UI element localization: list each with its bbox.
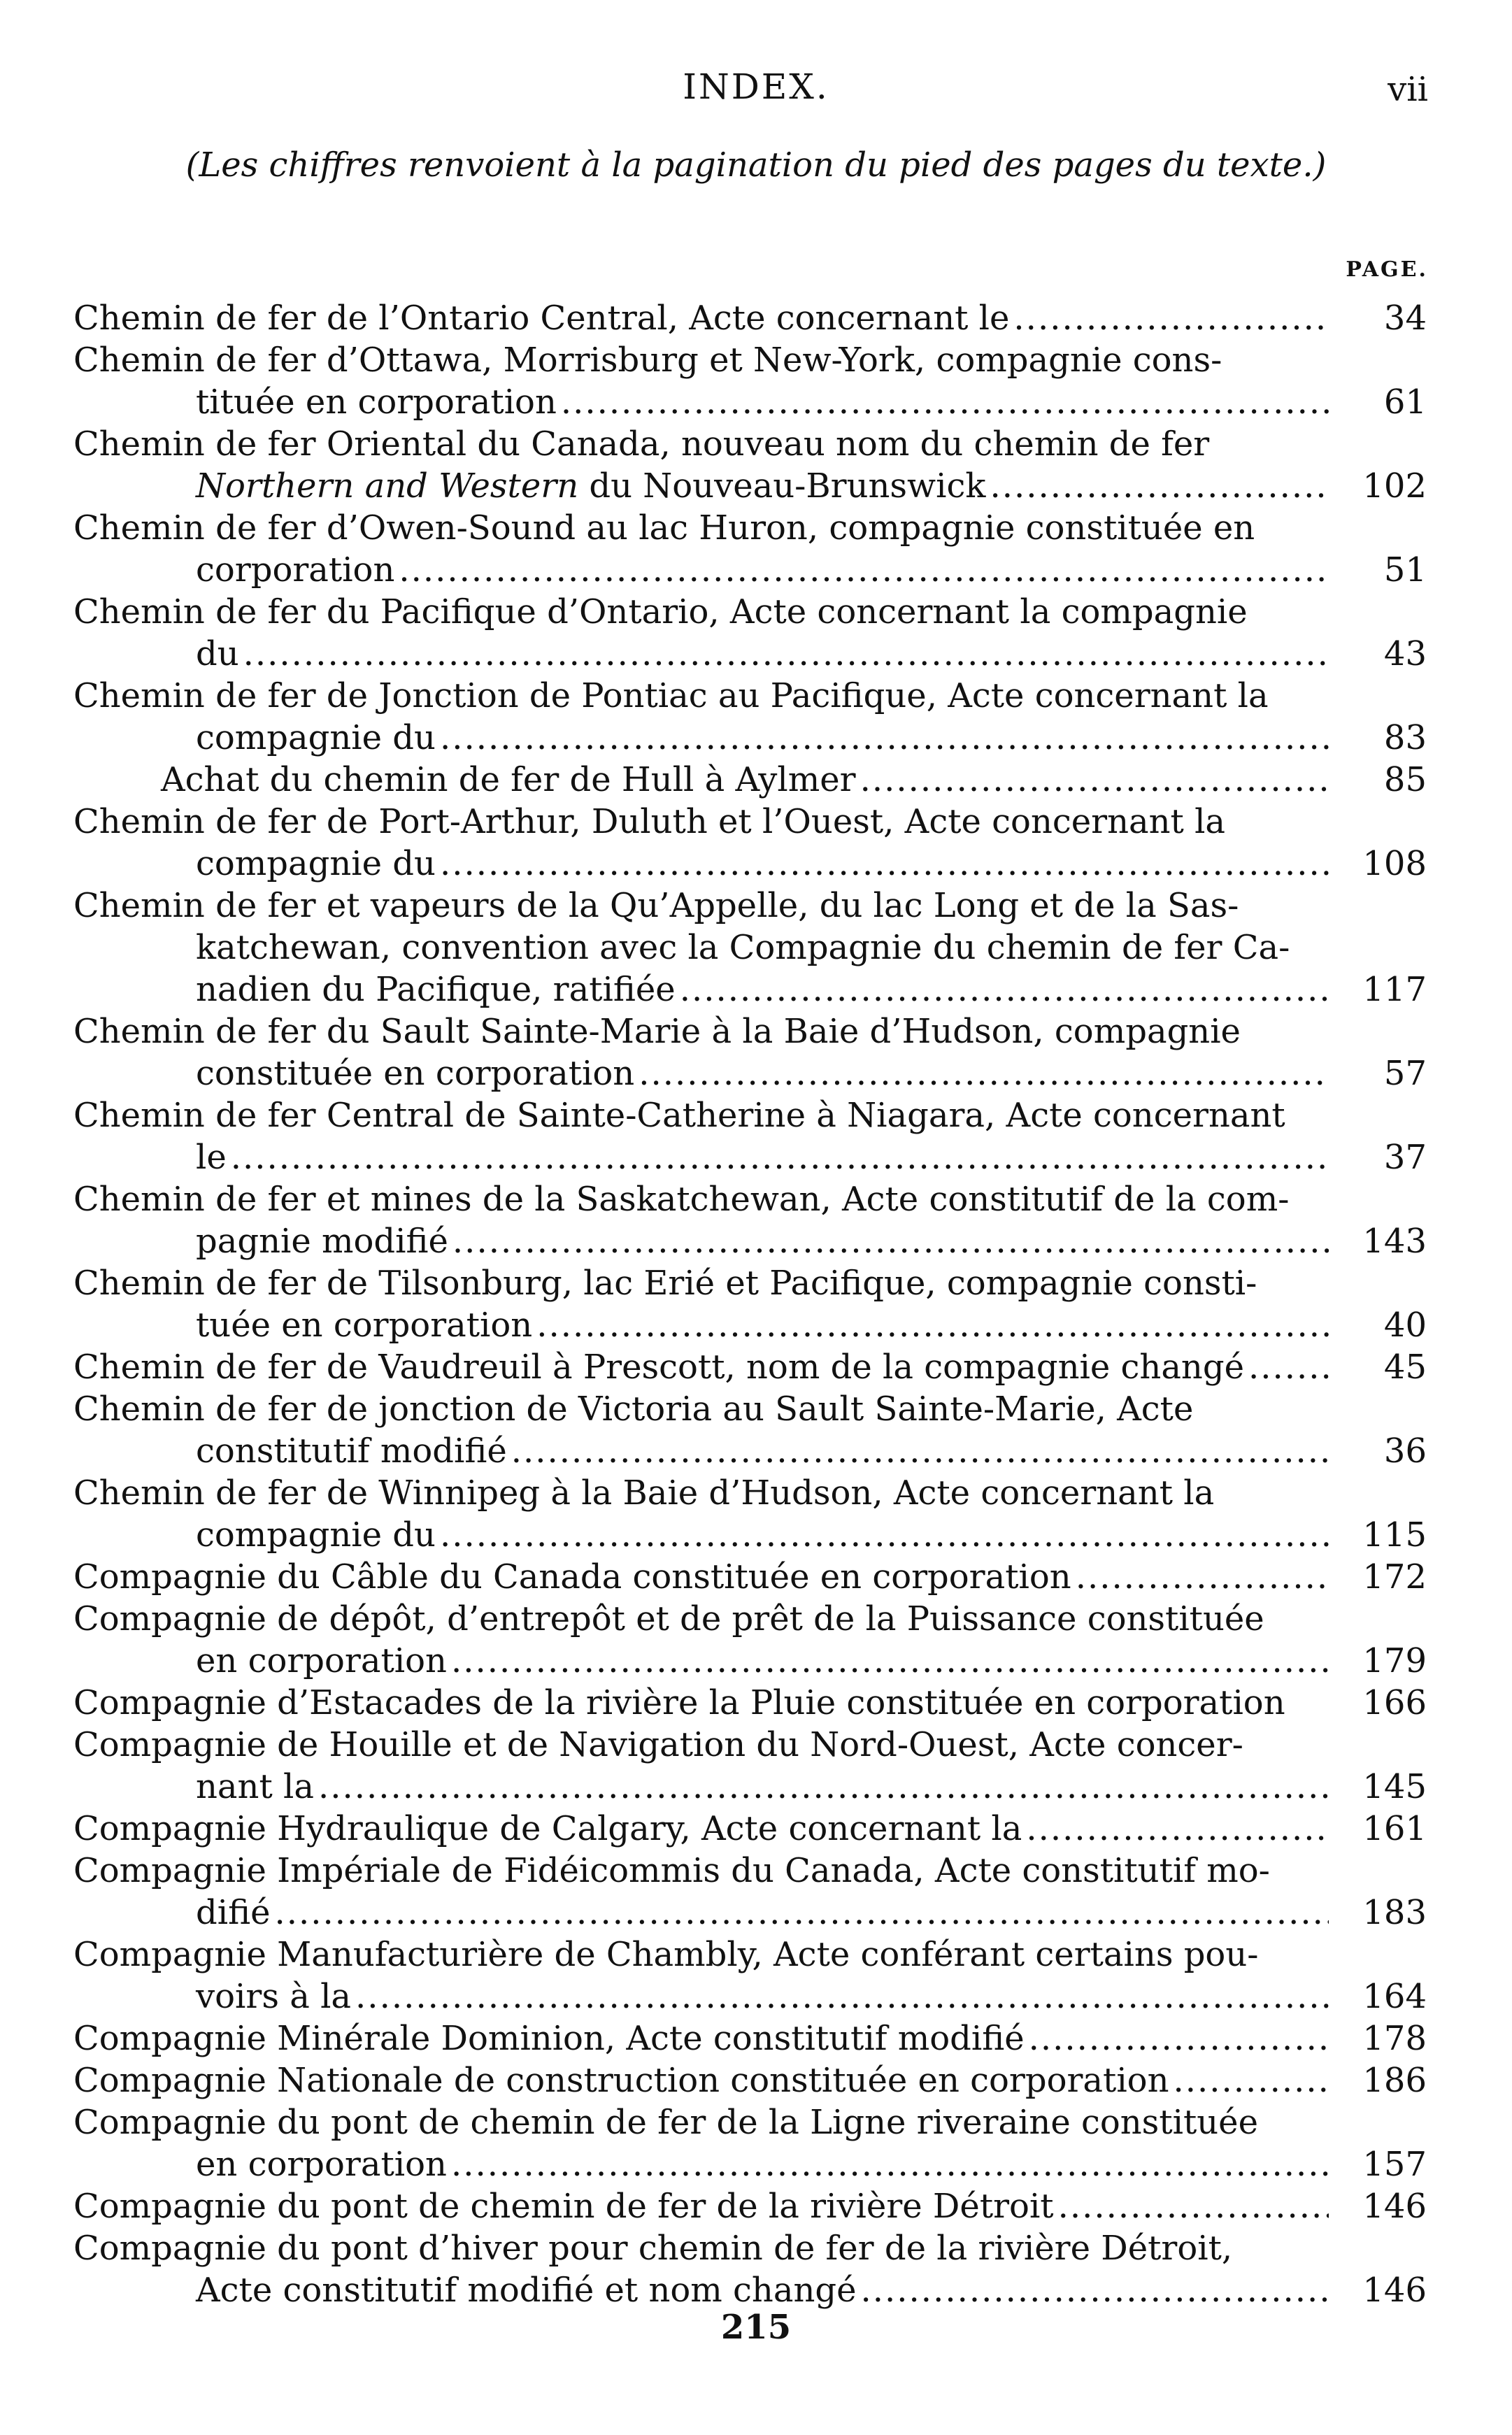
index-entry	[73, 1850, 1427, 1934]
entry-text: le	[196, 1138, 227, 1177]
entry-page-number: 178	[1362, 2019, 1427, 2058]
entry-text: Chemin de fer de Jonction de Pontiac au Pacifique, Acte concernant la	[73, 676, 1269, 715]
index-entry	[73, 591, 1427, 675]
entry-page-number: 40	[1383, 1306, 1427, 1345]
entry-text: du	[196, 634, 239, 673]
entry-text: Chemin de fer Central de Sainte-Catherine à Niagara, Acte concernant	[73, 1096, 1285, 1135]
entry-line	[73, 2059, 1329, 2101]
entry-text: Compagnie du Câble du Canada constituée en corporation	[73, 1557, 1071, 1597]
entry-line	[73, 549, 1329, 591]
entry-line	[73, 1724, 1329, 1766]
entry-text: Compagnie du pont de chemin de fer de la Ligne riveraine constituée	[73, 2103, 1258, 2142]
dot-leader	[440, 1514, 1329, 1556]
entry-line	[73, 1094, 1329, 1136]
entry-line	[73, 1011, 1329, 1052]
entry-text: Compagnie Manufacturière de Chambly, Acte conférant certains pou-	[73, 1935, 1259, 1974]
entry-page-number: 37	[1383, 1138, 1427, 1177]
dot-leader	[861, 2269, 1329, 2311]
entry-line	[73, 885, 1329, 927]
entry-page-number: 115	[1362, 1515, 1427, 1555]
index-entry	[73, 2018, 1427, 2059]
entry-text: Chemin de fer de Winnipeg à la Baie d’Hudson, Acte concernant la	[73, 1473, 1215, 1513]
entry-line	[73, 1136, 1329, 1178]
entry-text: Chemin de fer d’Ottawa, Morrisburg et New-York, compagnie cons-	[73, 341, 1222, 380]
index-entry	[73, 1724, 1427, 1808]
dot-leader	[452, 1220, 1329, 1262]
entry-line	[73, 1766, 1329, 1808]
entry-text: compagnie du	[196, 844, 436, 883]
entry-text: Compagnie de dépôt, d’entrepôt et de prêt de la Puissance constituée	[73, 1599, 1264, 1638]
entry-text: corporation	[196, 550, 395, 590]
dot-leader	[1076, 1556, 1329, 1598]
entry-line	[73, 1052, 1329, 1094]
entry-line	[73, 1808, 1329, 1850]
entry-page-number: 117	[1362, 970, 1427, 1009]
entry-text: Compagnie Hydraulique de Calgary, Acte concernant la	[73, 1809, 1022, 1848]
entry-line	[73, 1304, 1329, 1346]
entry-text: tuée en corporation	[196, 1306, 533, 1345]
index-entry	[73, 2101, 1427, 2185]
entry-page-number: 83	[1383, 718, 1427, 757]
entry-line	[73, 927, 1329, 969]
index-entry	[73, 1011, 1427, 1094]
entry-line	[73, 1514, 1329, 1556]
dot-leader	[680, 969, 1329, 1011]
entry-line	[73, 2185, 1329, 2227]
entry-text: Chemin de fer du Sault Sainte-Marie à la Baie d’Hudson, compagnie	[73, 1012, 1241, 1051]
entry-page-number: 186	[1362, 2061, 1427, 2100]
entry-page-number: 157	[1362, 2145, 1427, 2184]
entry-line	[73, 591, 1329, 633]
entry-text: Chemin de fer de Tilsonburg, lac Erié et Pacifique, compagnie consti-	[73, 1264, 1257, 1303]
dot-leader	[511, 1430, 1329, 1472]
dot-leader	[639, 1052, 1329, 1094]
dot-leader	[561, 381, 1329, 423]
entry-page-number: 85	[1383, 760, 1427, 799]
entry-page-number: 102	[1362, 466, 1427, 506]
entry-text: Compagnie Nationale de construction constituée en corporation	[73, 2061, 1169, 2100]
dot-leader	[243, 633, 1329, 675]
entry-text: Chemin de fer Oriental du Canada, nouveau nom du chemin de fer	[73, 424, 1210, 464]
entry-line	[73, 1850, 1329, 1892]
entry-page-number: 108	[1362, 844, 1427, 883]
entry-text: Compagnie d’Estacades de la rivière la Pluie constituée en corporation	[73, 1683, 1285, 1722]
entry-page-number: 183	[1362, 1893, 1427, 1932]
dot-leader	[1029, 2018, 1329, 2059]
index-entry	[73, 885, 1427, 1011]
dot-leader	[451, 2143, 1329, 2185]
entry-line	[73, 1934, 1329, 1976]
entry-line	[73, 1388, 1329, 1430]
entry-text: en corporation	[196, 1641, 447, 1680]
index-entry	[73, 1094, 1427, 1178]
index-entry	[73, 1346, 1427, 1388]
entry-line	[73, 1430, 1329, 1472]
dot-leader	[275, 1892, 1329, 1934]
entry-page-number: 166	[1362, 1683, 1427, 1722]
entry-text: Chemin de fer et vapeurs de la Qu’Appelle, du lac Long et de la Sas-	[73, 886, 1239, 925]
entry-line	[73, 1178, 1329, 1220]
entry-page-number: 61	[1383, 383, 1427, 422]
entry-text: difié	[196, 1893, 271, 1932]
entry-line	[73, 1262, 1329, 1304]
index-entry	[73, 339, 1427, 423]
entry-text: compagnie du	[196, 1515, 436, 1555]
entry-line	[73, 1220, 1329, 1262]
dot-leader	[440, 717, 1329, 759]
entry-text: en corporation	[196, 2145, 447, 2184]
entry-text: Chemin de fer de jonction de Victoria au Sault Sainte-Marie, Acte	[73, 1390, 1194, 1429]
entry-text: Compagnie Impériale de Fidéicommis du Canada, Acte constitutif mo-	[73, 1851, 1270, 1890]
entry-line	[73, 1892, 1329, 1934]
entry-page-number: 146	[1362, 2187, 1427, 2226]
entry-text: constituée en corporation	[196, 1054, 635, 1093]
dot-leader	[1248, 1346, 1329, 1388]
dot-leader	[355, 1976, 1329, 2018]
entry-line	[73, 423, 1329, 465]
entry-line	[73, 969, 1329, 1011]
entry-page-number: 34	[1383, 299, 1427, 338]
entry-page-number: 43	[1383, 634, 1427, 673]
entry-text: Achat du chemin de fer de Hull à Aylmer	[161, 760, 856, 799]
index-entry	[73, 1178, 1427, 1262]
entry-text: Chemin de fer du Pacifique d’Ontario, Acte concernant la compagnie	[73, 592, 1248, 631]
entry-page-number: 146	[1362, 2271, 1427, 2310]
entry-text: voirs à la	[196, 1977, 352, 2016]
index-entry	[73, 297, 1427, 339]
index-entry	[73, 801, 1427, 885]
entry-line	[73, 2269, 1329, 2311]
index-entry	[73, 1682, 1427, 1724]
index-entry	[73, 423, 1427, 507]
entry-page-number: 145	[1362, 1767, 1427, 1806]
entry-page-number: 45	[1383, 1348, 1427, 1387]
index-entry	[73, 1556, 1427, 1598]
entry-line	[73, 2227, 1329, 2269]
index-entry	[73, 1934, 1427, 2018]
entry-line	[73, 339, 1329, 381]
entry-text: Acte constitutif modifié et nom changé	[196, 2271, 857, 2310]
index-entry	[73, 1472, 1427, 1556]
entry-text: Compagnie de Houille et de Navigation du Nord-Ouest, Acte concer-	[73, 1725, 1243, 1764]
dot-leader	[1174, 2059, 1329, 2101]
entry-line	[73, 675, 1329, 717]
entry-line	[73, 2101, 1329, 2143]
entry-line	[73, 2143, 1329, 2185]
index-note: (Les chiffres renvoient à la pagination du pied des pages du texte.)	[185, 145, 1327, 185]
index-entry	[73, 1262, 1427, 1346]
dot-leader	[399, 549, 1329, 591]
entry-text: tituée en corporation	[196, 383, 557, 422]
entry-line	[73, 633, 1329, 675]
page-title: INDEX.	[683, 66, 829, 107]
index-entry	[73, 1598, 1427, 1682]
index-entry	[73, 2185, 1427, 2227]
entry-line	[73, 717, 1329, 759]
index-entry	[73, 1808, 1427, 1850]
entry-text: Chemin de fer de Port-Arthur, Duluth et l’Ouest, Acte concernant la	[73, 802, 1226, 841]
entry-line	[161, 759, 1329, 801]
entry-page-number: 143	[1362, 1222, 1427, 1261]
dot-leader	[1026, 1808, 1329, 1850]
entry-text: compagnie du	[196, 718, 436, 757]
entry-page-number: 36	[1383, 1431, 1427, 1471]
entry-line	[73, 2018, 1329, 2059]
dot-leader	[860, 759, 1329, 801]
entry-line	[73, 381, 1329, 423]
dot-leader	[1013, 297, 1329, 339]
entry-text: constitutif modifié	[196, 1431, 507, 1471]
entry-line	[73, 843, 1329, 885]
entry-line	[73, 1682, 1329, 1724]
page-column-label: PAGE.	[1346, 257, 1428, 282]
entry-line	[73, 1556, 1329, 1598]
entry-line	[73, 297, 1329, 339]
entry-line	[73, 801, 1329, 843]
dot-leader	[990, 465, 1329, 507]
dot-leader	[1058, 2185, 1329, 2227]
dot-leader	[440, 843, 1329, 885]
entry-line	[73, 465, 1329, 507]
entry-text: Compagnie du pont de chemin de fer de la rivière Détroit	[73, 2187, 1054, 2226]
entry-text: nant la	[196, 1767, 314, 1806]
entry-page-number: 51	[1383, 550, 1427, 590]
entry-text: Compagnie Minérale Dominion, Acte constitutif modifié	[73, 2019, 1025, 2058]
entry-text: Northern and Western du Nouveau-Brunswick	[196, 466, 986, 506]
entry-text: Chemin de fer de Vaudreuil à Prescott, nom de la compagnie changé	[73, 1348, 1244, 1387]
dot-leader	[318, 1766, 1329, 1808]
footer-page-number: 215	[720, 2308, 792, 2347]
entry-page-number: 161	[1362, 1809, 1427, 1848]
entry-page-number: 179	[1362, 1641, 1427, 1680]
entry-line	[73, 507, 1329, 549]
entry-page-number: 164	[1362, 1977, 1427, 2016]
entry-text: Chemin de fer d’Owen-Sound au lac Huron, compagnie constituée en	[73, 508, 1255, 548]
entry-text: Chemin de fer et mines de la Saskatchewan, Acte constitutif de la com-	[73, 1180, 1290, 1219]
index-entry	[73, 2059, 1427, 2101]
index-entry	[73, 2227, 1427, 2311]
index-entry	[73, 507, 1427, 591]
entry-line	[73, 1976, 1329, 2018]
entry-line	[73, 1472, 1329, 1514]
index-entry	[73, 759, 1427, 801]
entry-text: katchewan, convention avec la Compagnie du chemin de fer Ca-	[196, 928, 1290, 967]
entry-page-number: 172	[1362, 1557, 1427, 1597]
entry-text: pagnie modifié	[196, 1222, 448, 1261]
entry-text: nadien du Pacifique, ratifiée	[196, 970, 676, 1009]
dot-leader	[536, 1304, 1329, 1346]
entry-line	[73, 1640, 1329, 1682]
entry-text: Chemin de fer de l’Ontario Central, Acte concernant le	[73, 299, 1010, 338]
index-entry	[73, 675, 1427, 759]
roman-page-number: vii	[1388, 70, 1428, 109]
index-entries	[73, 297, 1427, 2311]
index-entry	[73, 1388, 1427, 1472]
entry-line	[73, 1598, 1329, 1640]
entry-page-number: 57	[1383, 1054, 1427, 1093]
dot-leader	[451, 1640, 1329, 1682]
entry-line	[73, 1346, 1329, 1388]
dot-leader	[231, 1136, 1329, 1178]
entry-text: Compagnie du pont d’hiver pour chemin de fer de la rivière Détroit,	[73, 2229, 1233, 2268]
